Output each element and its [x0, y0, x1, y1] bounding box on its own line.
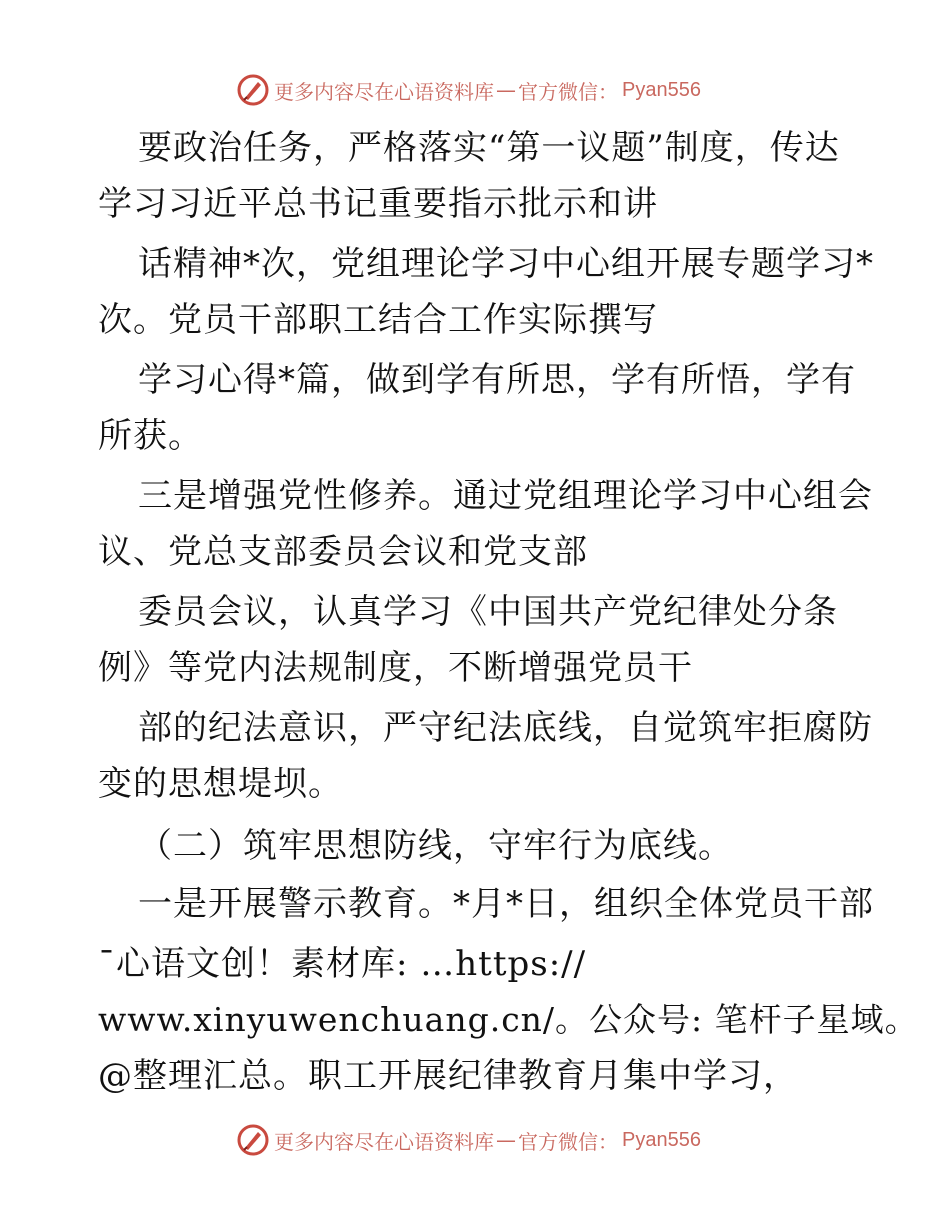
paragraph-line: @整理汇总。职工开展纪律教育月集中学习，	[98, 1056, 798, 1096]
watermark-label: 官方微信：	[518, 79, 618, 104]
watermark-label: 官方微信：	[518, 1129, 618, 1154]
paragraph-line: 话精神*次，党组理论学习中心组开展专题学习*	[138, 244, 874, 284]
watermark-id: Pyan556	[622, 1128, 701, 1151]
paragraph-line: 学习心得*篇，做到学有所思，学有所悟，学有	[138, 360, 856, 400]
paragraph-line: 议、党总支部委员会议和党支部	[98, 532, 588, 572]
section-heading: （二）筑牢思想防线，守牢行为底线。	[138, 826, 733, 866]
paragraph-line: 三是增强党性修养。通过党组理论学习中心组会	[138, 476, 873, 516]
paragraph-line: 变的思想堤坝。	[98, 764, 343, 804]
header-watermark	[236, 72, 701, 108]
watermark-dash: —	[496, 1128, 516, 1152]
paragraph-line: www.xinyuwenchuang.cn/。公众号: 笔杆子星域。	[98, 1000, 919, 1039]
quill-logo-icon	[236, 1123, 270, 1157]
paragraph-line: 部的纪法意识，严守纪法底线，自觉筑牢拒腐防	[138, 708, 873, 748]
footer-watermark	[236, 1122, 701, 1158]
paragraph-line: 次。党员干部职工结合工作实际撰写	[98, 300, 658, 340]
watermark-text: 更多内容尽在心语资料库	[274, 79, 494, 104]
paragraph-line: 要政治任务，严格落实“第一议题”制度，传达	[138, 128, 840, 168]
watermark-id: Pyan556	[622, 78, 701, 101]
paragraph-line: 一是开展警示教育。*月*日，组织全体党员干部	[138, 884, 874, 924]
paragraph-line: 学习习近平总书记重要指示批示和讲	[98, 184, 658, 224]
paragraph-line: 委员会议，认真学习《中国共产党纪律处分条	[138, 592, 838, 632]
paragraph-line: 所获。	[98, 416, 203, 456]
paragraph-line: 例》等党内法规制度，不断增强党员干	[98, 648, 693, 688]
paragraph-line: ¯心语文创！素材库: …https://	[98, 944, 587, 984]
watermark-dash: —	[496, 78, 516, 102]
quill-logo-icon	[236, 73, 270, 107]
watermark-text: 更多内容尽在心语资料库	[274, 1129, 494, 1154]
